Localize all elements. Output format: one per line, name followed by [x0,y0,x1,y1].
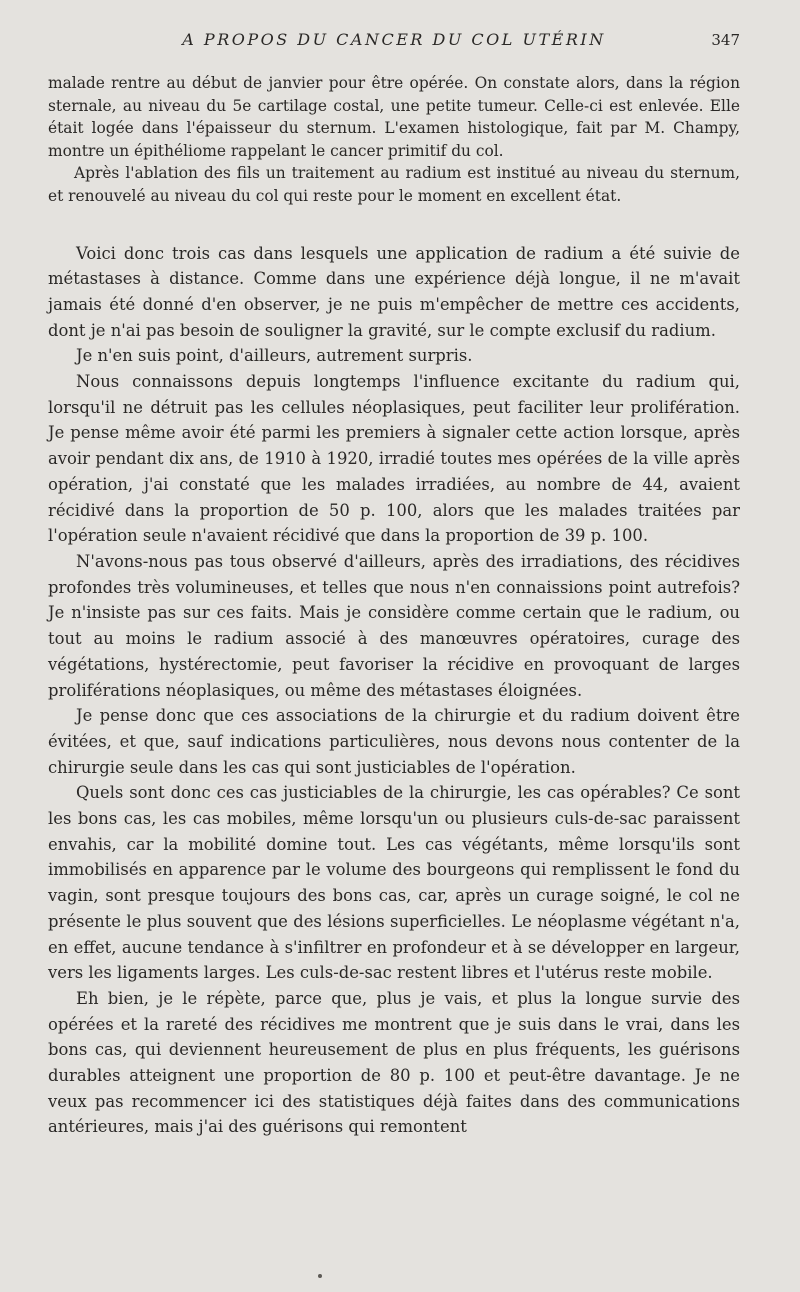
case-report-block [48,72,740,208]
paragraph: Quels sont donc ces cas justiciables de la chirurgie, les cas opérables? Ce sont les bons cas, les cas mobiles, même lorsqu'un ou plusieurs culs-de-sac paraissent envahis, car la mobilité domine tout. Les cas végétants, même lorsqu'ils sont immobilisés en apparence par le volume des bourgeons qui remplissent le fond du vagin, sont presque toujours des bons cas, car, après un curage soigné, le col ne présente le plus souvent que des lésions superficielles. Le néoplasme végétant n'a, en effet, aucune tendance à s'infiltrer en profondeur et à se développer en largeur, vers les ligaments larges. Les culs-de-sac restent libres et l'utérus reste mobile. [48,783,740,983]
running-title: A PROPOS DU CANCER DU COL UTÉRIN [182,30,606,49]
body-text [48,72,740,1140]
paragraph: Eh bien, je le répète, parce que, plus je vais, et plus la longue survie des opérées et la rareté des récidives me montrent que je suis dans le vrai, dans les bons cas, qui deviennent heureusement de plus en plus fréquents, les guérisons durables atteignent une proportion de 80 p. 100 et peut-être davantage. Je ne veux pas recommencer ici des statistiques déjà faites dans des communications antérieures, mais j'ai des guérisons qui remontent [48,988,740,1137]
paragraph: Je n'en suis point, d'ailleurs, autrement surpris. [76,346,473,366]
paragraph: Nous connaissons depuis longtemps l'influence excitante du radium qui, lorsqu'il ne détruit pas les cellules néoplasiques, peut faciliter leur prolifération. Je pense même avoir été parmi les premiers à signaler cette action lorsque, après avoir pendant dix ans, de 1910 à 1920, irradié toutes mes opérées de la ville après opération, j'ai constaté que les malades irradiées, au nombre de 44, avaient récidivé dans la proportion de 50 p. 100, alors que les malades traitées par l'opération seule n'avaient récidivé que dans la proportion de 39 p. 100. [48,372,740,546]
paragraph: malade rentre au début de janvier pour être opérée. On constate alors, dans la région sternale, au niveau du 5e cartilage costal, une petite tumeur. Celle-ci est enlevée. Elle était logée dans l'épaisseur du sternum. L'examen histologique, fait par M. Champy, montre un épithéliome rappelant le cancer primitif du col. [48,74,740,160]
running-header [48,28,740,54]
discussion-block [48,241,740,1141]
paragraph: Après l'ablation des fils un traitement au radium est institué au niveau du sternum, et renouvelé au niveau du col qui reste pour le moment en excellent état. [48,164,740,205]
page-number: 347 [711,31,740,49]
paragraph: Je pense donc que ces associations de la chirurgie et du radium doivent être évitées, et que, sauf indications particulières, nous devons nous contenter de la chirurgie seule dans les cas qui sont justiciables de l'opération. [48,706,740,777]
print-speck [318,1274,322,1278]
paragraph: Voici donc trois cas dans lesquels une application de radium a été suivie de métastases à distance. Comme dans une expérience déjà longue, il ne m'avait jamais été donné d'en observer, je ne puis m'empêcher de mettre ces accidents, dont je n'ai pas besoin de souligner la gravité, sur le compte exclusif du radium. [48,243,740,340]
paragraph: N'avons-nous pas tous observé d'ailleurs, après des irradiations, des récidives profondes très volumineuses, et telles que nous n'en connaissions point autrefois? Je n'insiste pas sur ces faits. Mais je considère comme certain que le radium, ou tout au moins le radium associé à des manœuvres opératoires, curage des végétations, hystérectomie, peut favoriser la récidive en provoquant de larges proliférations néoplasiques, ou même des métastases éloignées. [48,552,740,700]
